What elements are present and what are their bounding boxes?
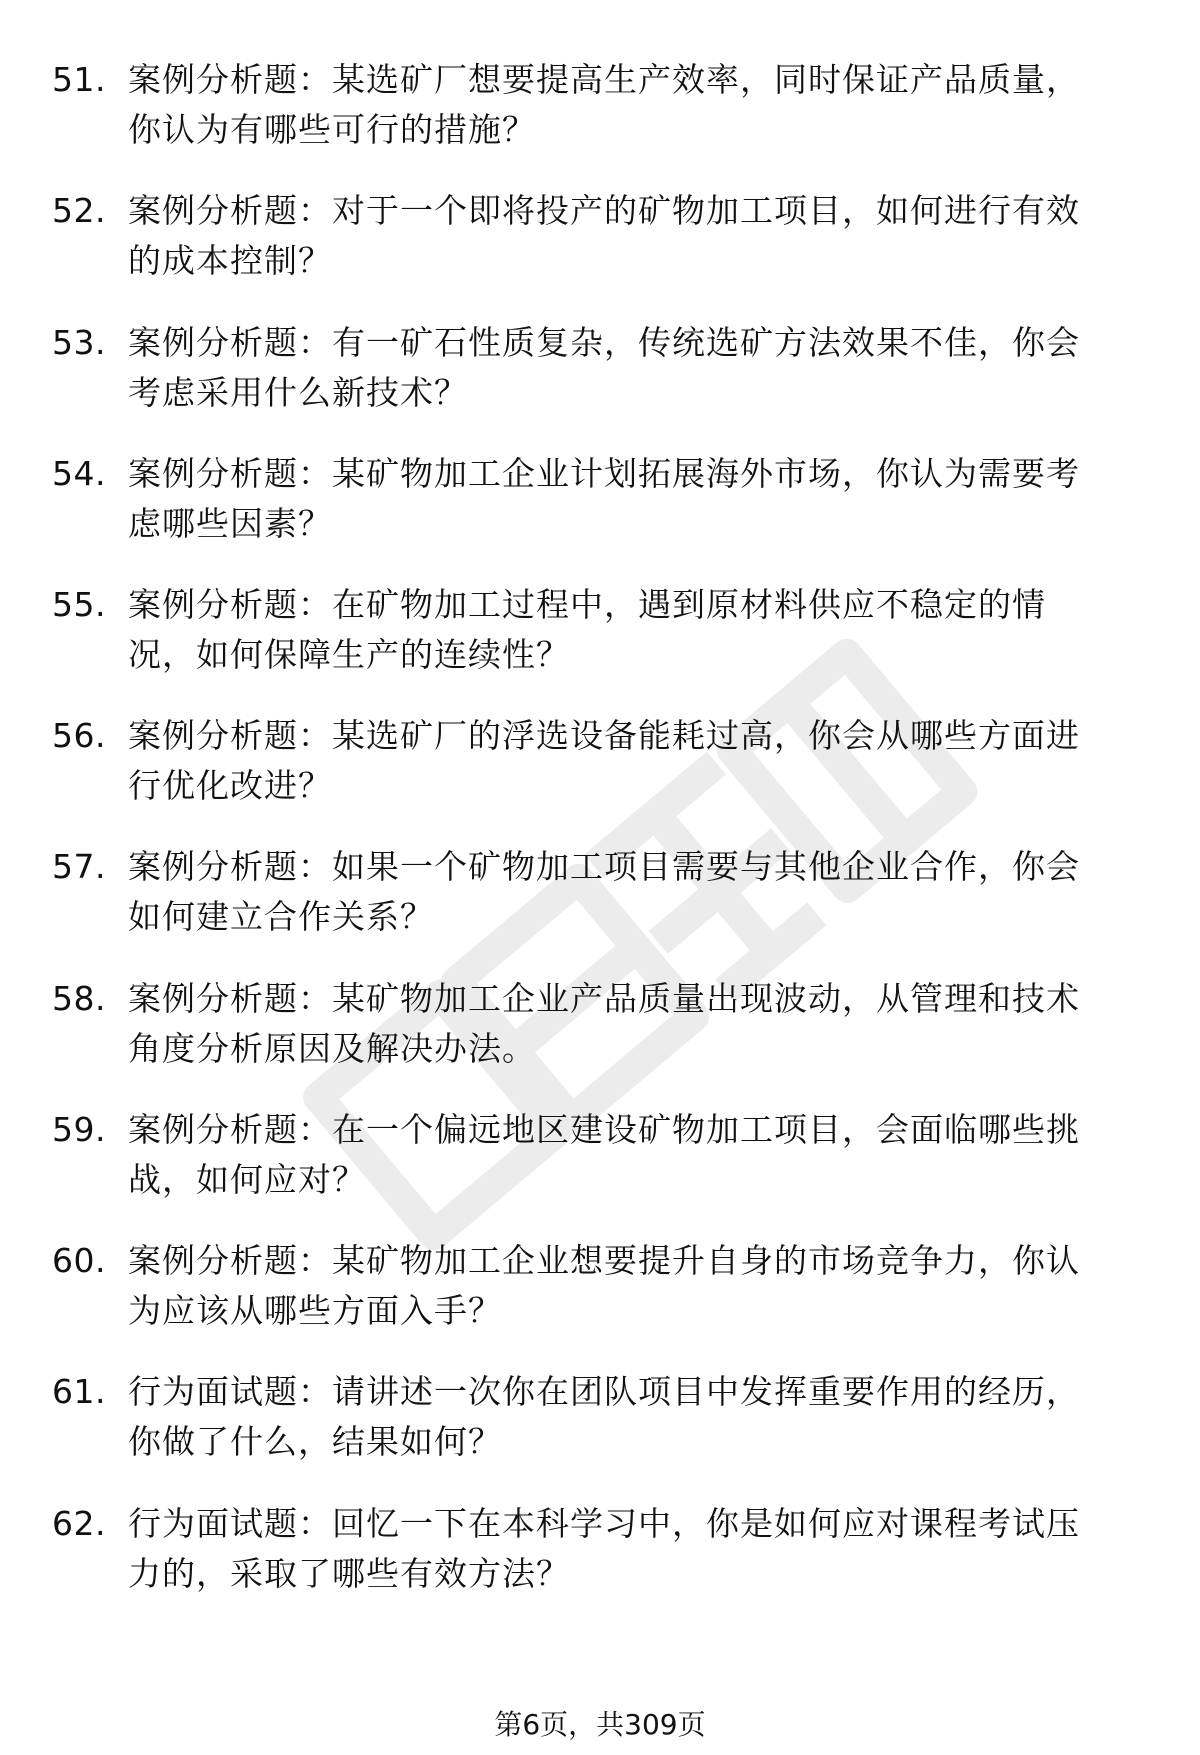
question-line: 案例分析题：某矿物加工企业想要提升自身的市场竞争力，你认 [128, 1241, 1080, 1280]
page-number-footer: 第6页，共309页 [494, 1708, 706, 1741]
question-text [128, 974, 1154, 1074]
question-text [128, 1105, 1154, 1205]
question-text [128, 186, 1154, 286]
question-line: 的成本控制？ [128, 241, 332, 280]
question-text [128, 1236, 1154, 1336]
question-item [52, 580, 1152, 690]
question-line: 行优化改进？ [128, 766, 332, 805]
question-text [128, 449, 1154, 549]
question-line: 如何建立合作关系？ [128, 897, 434, 936]
question-item [52, 1105, 1152, 1215]
question-item [52, 842, 1152, 952]
question-line: 案例分析题：如果一个矿物加工项目需要与其他企业合作，你会 [128, 847, 1080, 886]
question-number: 53. [52, 323, 106, 362]
question-line: 况，如何保障生产的连续性？ [128, 635, 570, 674]
question-line: 力的，采取了哪些有效方法？ [128, 1554, 570, 1593]
question-line: 行为面试题：请讲述一次你在团队项目中发挥重要作用的经历， [128, 1372, 1080, 1411]
question-line: 案例分析题：在矿物加工过程中，遇到原材料供应不稳定的情 [128, 585, 1046, 624]
question-number: 59. [52, 1110, 106, 1149]
question-text [128, 842, 1154, 942]
question-text [128, 580, 1154, 680]
question-line: 案例分析题：某矿物加工企业产品质量出现波动，从管理和技术 [128, 979, 1080, 1018]
question-item [52, 449, 1152, 559]
question-item [52, 711, 1152, 821]
question-number: 57. [52, 847, 106, 886]
question-number: 51. [52, 60, 106, 99]
question-item [52, 1499, 1152, 1609]
question-text [128, 1367, 1154, 1467]
question-line: 战，如何应对？ [128, 1160, 366, 1199]
question-line: 案例分析题：对于一个即将投产的矿物加工项目，如何进行有效 [128, 191, 1080, 230]
question-number: 61. [52, 1372, 106, 1411]
question-text [128, 318, 1154, 418]
question-line: 行为面试题：回忆一下在本科学习中，你是如何应对课程考试压 [128, 1504, 1080, 1543]
question-item [52, 55, 1152, 165]
question-item [52, 1367, 1152, 1477]
question-number: 60. [52, 1241, 106, 1280]
question-line: 你认为有哪些可行的措施？ [128, 110, 536, 149]
question-line: 案例分析题：某矿物加工企业计划拓展海外市场，你认为需要考 [128, 454, 1080, 493]
question-line: 角度分析原因及解决办法。 [128, 1029, 536, 1068]
question-text [128, 711, 1154, 811]
question-line: 案例分析题：有一矿石性质复杂，传统选矿方法效果不佳，你会 [128, 323, 1080, 362]
question-line: 虑哪些因素？ [128, 504, 332, 543]
question-item [52, 1236, 1152, 1346]
question-number: 62. [52, 1504, 106, 1543]
question-number: 55. [52, 585, 106, 624]
question-line: 你做了什么，结果如何？ [128, 1422, 502, 1461]
question-number: 58. [52, 979, 106, 1018]
question-line: 为应该从哪些方面入手？ [128, 1291, 502, 1330]
question-text [128, 55, 1154, 155]
question-number: 54. [52, 454, 106, 493]
question-line: 案例分析题：在一个偏远地区建设矿物加工项目，会面临哪些挑 [128, 1110, 1080, 1149]
question-item [52, 186, 1152, 296]
question-item [52, 318, 1152, 428]
question-number: 52. [52, 191, 106, 230]
question-number: 56. [52, 716, 106, 755]
question-line: 案例分析题：某选矿厂想要提高生产效率，同时保证产品质量， [128, 60, 1080, 99]
question-line: 案例分析题：某选矿厂的浮选设备能耗过高，你会从哪些方面进 [128, 716, 1080, 755]
question-text [128, 1499, 1154, 1599]
question-item [52, 974, 1152, 1084]
question-line: 考虑采用什么新技术？ [128, 373, 468, 412]
